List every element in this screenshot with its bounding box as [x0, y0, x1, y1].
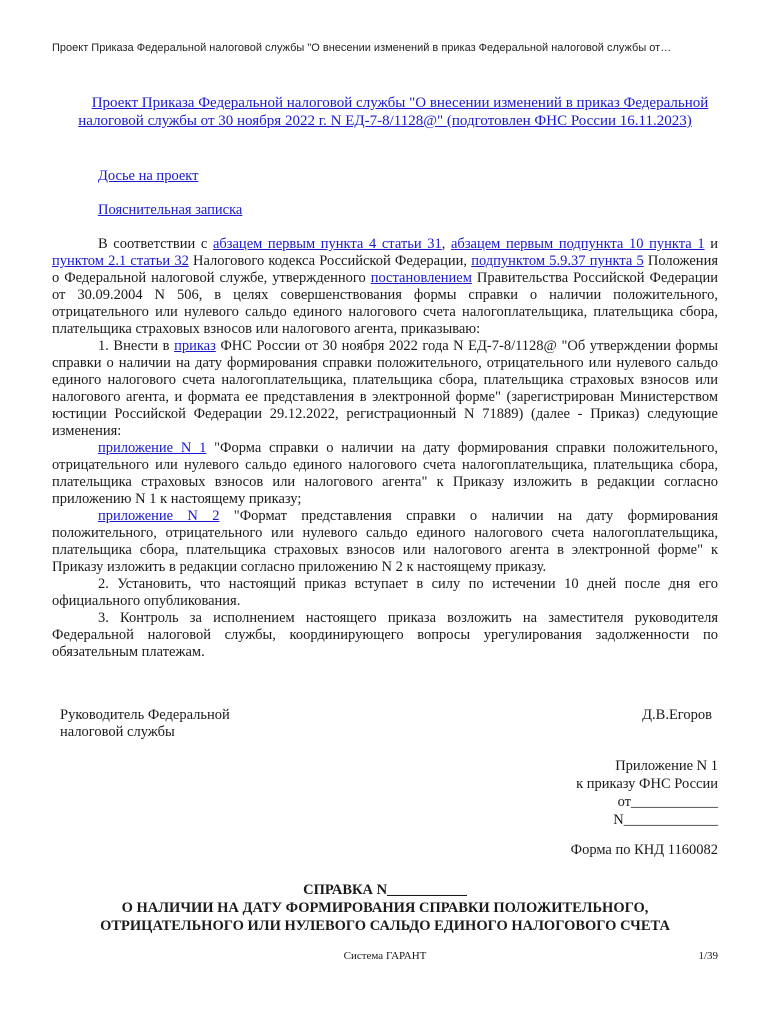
intro-text-3: и — [704, 236, 719, 252]
spravka-heading — [52, 881, 718, 935]
spravka-line-3: ОТРИЦАТЕЛЬНОГО ИЛИ НУЛЕВОГО САЛЬДО ЕДИНОГО НАЛОГОВОГО СЧЕТА — [100, 918, 670, 934]
item-3-paragraph: 3. Контроль за исполнением настоящего приказа возложить на заместителя руководителя Федеральной налоговой службы, координирующего вопросы урегулирования задолженности по обязательным платежам. — [52, 610, 718, 660]
item-1-paragraph — [52, 338, 718, 440]
dossier-link[interactable]: Досье на проект — [98, 168, 199, 184]
intro-text-2: , — [441, 236, 451, 252]
intro-text-1: В соответствии с — [98, 236, 213, 252]
link-art32-p1[interactable]: абзацем первым подпункта 10 пункта 1 — [451, 236, 705, 252]
link-593-p5[interactable]: подпунктом 5.9.37 пункта 5 — [471, 253, 644, 269]
item-2-paragraph: 2. Установить, что настоящий приказ вступает в силу по истечении 10 дней после дня его официального опубликования. — [52, 576, 718, 609]
appendix-line-4: N_____________ — [613, 812, 718, 828]
intro-text-4: Налогового кодекса Российской Федерации, — [188, 253, 472, 269]
note-paragraph — [52, 202, 718, 219]
link-art32-p21[interactable]: пунктом 2.1 статьи 32 — [52, 253, 189, 269]
explanatory-note-link[interactable]: Пояснительная записка — [98, 202, 243, 218]
link-appendix-1[interactable]: приложение N 1 — [98, 440, 207, 456]
app2-text: "Формат представления справки о наличии на дату формирования положительного, отрицательного или нулевого сальдо единого налогового счета налогоплательщика, плательщика сбора, плательщика страховых взносов или налогового агента в электронной форме" к Приказу изложить в редакции согласно приложению N 2 к настоящему приказу. — [52, 508, 718, 575]
document-title — [52, 94, 718, 130]
signatory-position — [60, 707, 320, 741]
intro-paragraph — [52, 236, 718, 338]
intro-text-6: Правительства Российской Федерации от 30.09.2004 N 506, в целях совершенствования формы справки о наличии положительного, отрицательного или нулевого сальдо единого налогового счета налогоплательщика, плательщика сбора, плательщика страховых взносов или налогового агента, приказываю: — [52, 270, 718, 337]
page-number: 1/39 — [698, 950, 718, 962]
footer-system: Система ГАРАНТ — [343, 950, 427, 962]
appendix-line-2: к приказу ФНС России — [576, 776, 718, 792]
knd-code: Форма по КНД 1160082 — [570, 842, 718, 858]
link-postanovlenie[interactable]: постановлением — [370, 270, 472, 286]
app1-text: "Форма справки о наличии на дату формирования справки положительного, отрицательного или нулевого сальдо единого налогового счета налогоплательщика, плательщика сбора, плательщика страховых взносов или налогового агента" к Приказу изложить в редакции согласно приложению N 1 к настоящему приказу; — [52, 440, 718, 507]
item1-text-1: 1. Внести в — [98, 338, 175, 354]
appendix-line-3: от____________ — [617, 794, 718, 810]
running-header: Проект Приказа Федеральной налоговой службы "О внесении изменений в приказ Федеральной налоговой службы от… — [52, 42, 672, 54]
appendix-1-paragraph — [52, 440, 718, 508]
spravka-line-2: О НАЛИЧИИ НА ДАТУ ФОРМИРОВАНИЯ СПРАВКИ ПОЛОЖИТЕЛЬНОГО, — [121, 900, 649, 916]
position-line-2: налоговой службы — [60, 724, 175, 740]
spravka-line-1: СПРАВКА N___________ — [303, 882, 467, 898]
appendix-line-1: Приложение N 1 — [615, 758, 718, 774]
document-body — [52, 168, 718, 661]
appendix-header — [576, 757, 718, 829]
intro-text-5: Положения о Федеральной налоговой службе, утвержденного — [52, 253, 718, 286]
appendix-2-paragraph — [52, 508, 718, 576]
item1-text-2: ФНС России от 30 ноября 2022 года N ЕД-7-8/1128@ "Об утверждении формы справки о наличии на дату формирования справки положительного, отрицательного или нулевого сальдо единого налогового счета налогоплательщика, плательщика сбора, плательщика страховых взносов или налогового агента, и формата ее представления в электронной форме" (зарегистрирован Министерством юстиции Российской Федерации 29.12.2022, регистрационный N 71889) (далее - Приказ) следующие изменения: — [52, 338, 718, 439]
dossier-paragraph — [52, 168, 718, 185]
signatory-name: Д.В.Егоров — [642, 707, 712, 723]
title-link[interactable]: Проект Приказа Федеральной налоговой службы "О внесении изменений в приказ Федеральной налоговой службы от 30 ноября 2022 г. N ЕД-7-8/1128@" (подготовлен ФНС России 16.11.2023) — [78, 95, 709, 129]
position-line-1: Руководитель Федеральной — [60, 707, 230, 723]
link-appendix-2[interactable]: приложение N 2 — [98, 508, 220, 524]
link-art31[interactable]: абзацем первым пункта 4 статьи 31 — [212, 236, 442, 252]
link-prikaz[interactable]: приказ — [174, 338, 216, 354]
